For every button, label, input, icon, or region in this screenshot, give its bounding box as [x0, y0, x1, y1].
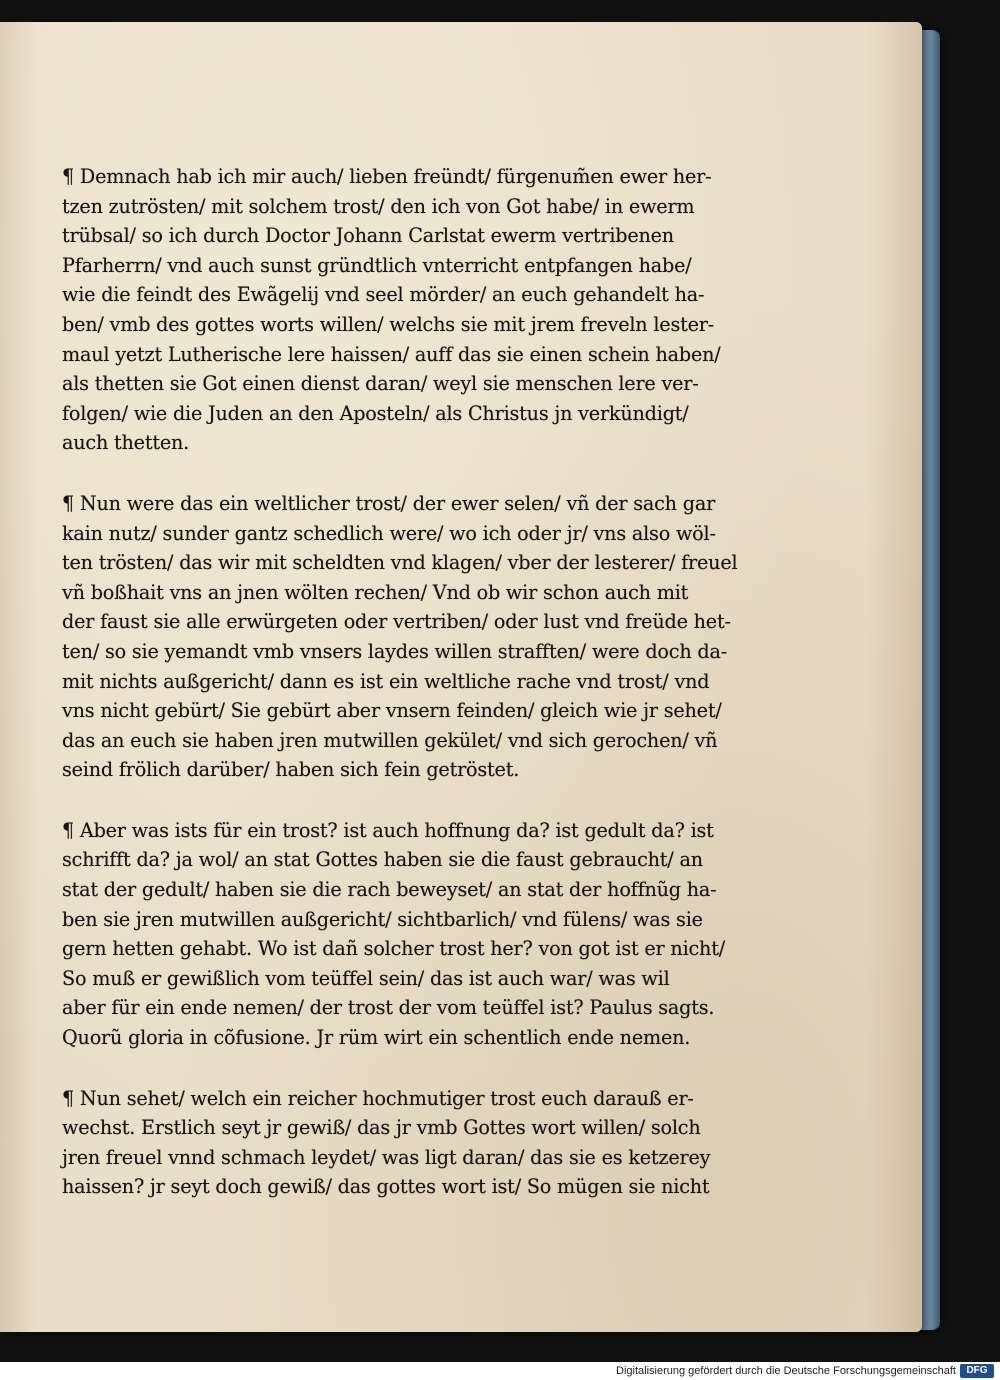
text-line: gern hetten gehabt. Wo ist dañ solcher trost her? von got ist er nicht/ [62, 937, 725, 961]
text-line: ben/ vmb des gottes worts willen/ welchs sie mit jrem freveln lester- [62, 312, 715, 336]
text-line: Pfarherrn/ vnd auch sunst gründtlich vnterricht entpfangen habe/ [62, 253, 692, 277]
text-line: haissen? jr seyt doch gewiß/ das gottes wort ist/ So mügen sie nicht [62, 1175, 710, 1199]
text-line: Quorũ gloria in cõfusione. Jr rüm wirt ein schentlich ende nemen. [62, 1026, 691, 1050]
book-page [0, 22, 922, 1332]
footer-bar [0, 1362, 1000, 1380]
text-line: vñ boßhait vns an jnen wölten rechen/ Vnd ob wir schon auch mit [62, 580, 689, 604]
text-line: tzen zutrösten/ mit solchem trost/ den ich von Got habe/ in ewerm [62, 194, 695, 218]
text-line: ¶ Nun sehet/ welch ein reicher hochmutiger trost euch darauß er- [62, 1086, 694, 1110]
text-line: als thetten sie Got einen dienst daran/ weyl sie menschen lere ver- [62, 372, 699, 396]
text-line: der faust sie alle erwürgeten oder vertriben/ oder lust vnd freüde het- [62, 610, 731, 634]
text-line: wie die feindt des Ewãgelij vnd seel mörder/ an euch gehandelt ha- [62, 283, 705, 307]
text-line: das an euch sie haben jren mutwillen gekület/ vnd sich gerochen/ vñ [62, 728, 718, 752]
text-line: ¶ Nun were das ein weltlicher trost/ der ewer selen/ vñ der sach gar [62, 491, 716, 515]
digitization-credit: Digitalisierung gefördert durch die Deutsche Forschungsgemeinschaft [616, 1365, 956, 1377]
text-line: trübsal/ so ich durch Doctor Johann Carlstat ewerm vertribenen [62, 224, 674, 248]
text-line: ben sie jren mutwillen außgericht/ sichtbarlich/ vnd fülens/ was sie [62, 907, 703, 931]
paragraph-3 [62, 816, 752, 1053]
text-line: seind frölich darüber/ haben sich fein getröstet. [62, 758, 520, 782]
text-line: stat der gedult/ haben sie die rach beweyset/ an stat der hoffnũg ha- [62, 878, 717, 902]
text-line: wechst. Erstlich seyt jr gewiß/ das jr vmb Gottes wort willen/ solch [62, 1116, 701, 1140]
paragraph-4 [62, 1084, 752, 1202]
text-line: auch thetten. [62, 431, 190, 455]
paragraph-1 [62, 162, 752, 458]
text-line: ¶ Demnach hab ich mir auch/ lieben freündt/ fürgenum̃en ewer her- [62, 165, 712, 188]
text-line: kain nutz/ sunder gantz schedlich were/ wo ich oder jr/ vns also wöl- [62, 521, 716, 545]
text-line: So muß er gewißlich vom teüffel sein/ das ist auch war/ was wil [62, 966, 670, 990]
dfg-logo: DFG [960, 1364, 994, 1378]
text-line: mit nichts außgericht/ dann es ist ein weltliche rache vnd trost/ vnd [62, 669, 710, 693]
text-line: folgen/ wie die Juden an den Aposteln/ als Christus jn verkündigt/ [62, 401, 689, 425]
text-line: aber für ein ende nemen/ der trost der vom teüffel ist? Paulus sagts. [62, 996, 715, 1020]
text-line: vns nicht gebürt/ Sie gebürt aber vnsern feinden/ gleich wie jr sehet/ [62, 699, 722, 723]
text-block [62, 162, 752, 1233]
text-line: ¶ Aber was ists für ein trost? ist auch hoffnung da? ist gedult da? ist [62, 818, 714, 842]
paragraph-2 [62, 489, 752, 785]
text-line: jren freuel vnnd schmach leydet/ was ligt daran/ das sie es ketzerey [62, 1145, 711, 1169]
text-line: schrifft da? ja wol/ an stat Gottes haben sie die faust gebraucht/ an [62, 848, 703, 872]
text-line: ten/ so sie yemandt vmb vnsers laydes willen strafften/ were doch da- [62, 639, 727, 663]
text-line: ten trösten/ das wir mit scheldten vnd klagen/ vber der lesterer/ freuel [62, 551, 738, 575]
text-line: maul yetzt Lutherische lere haissen/ auff das sie einen schein haben/ [62, 342, 721, 366]
